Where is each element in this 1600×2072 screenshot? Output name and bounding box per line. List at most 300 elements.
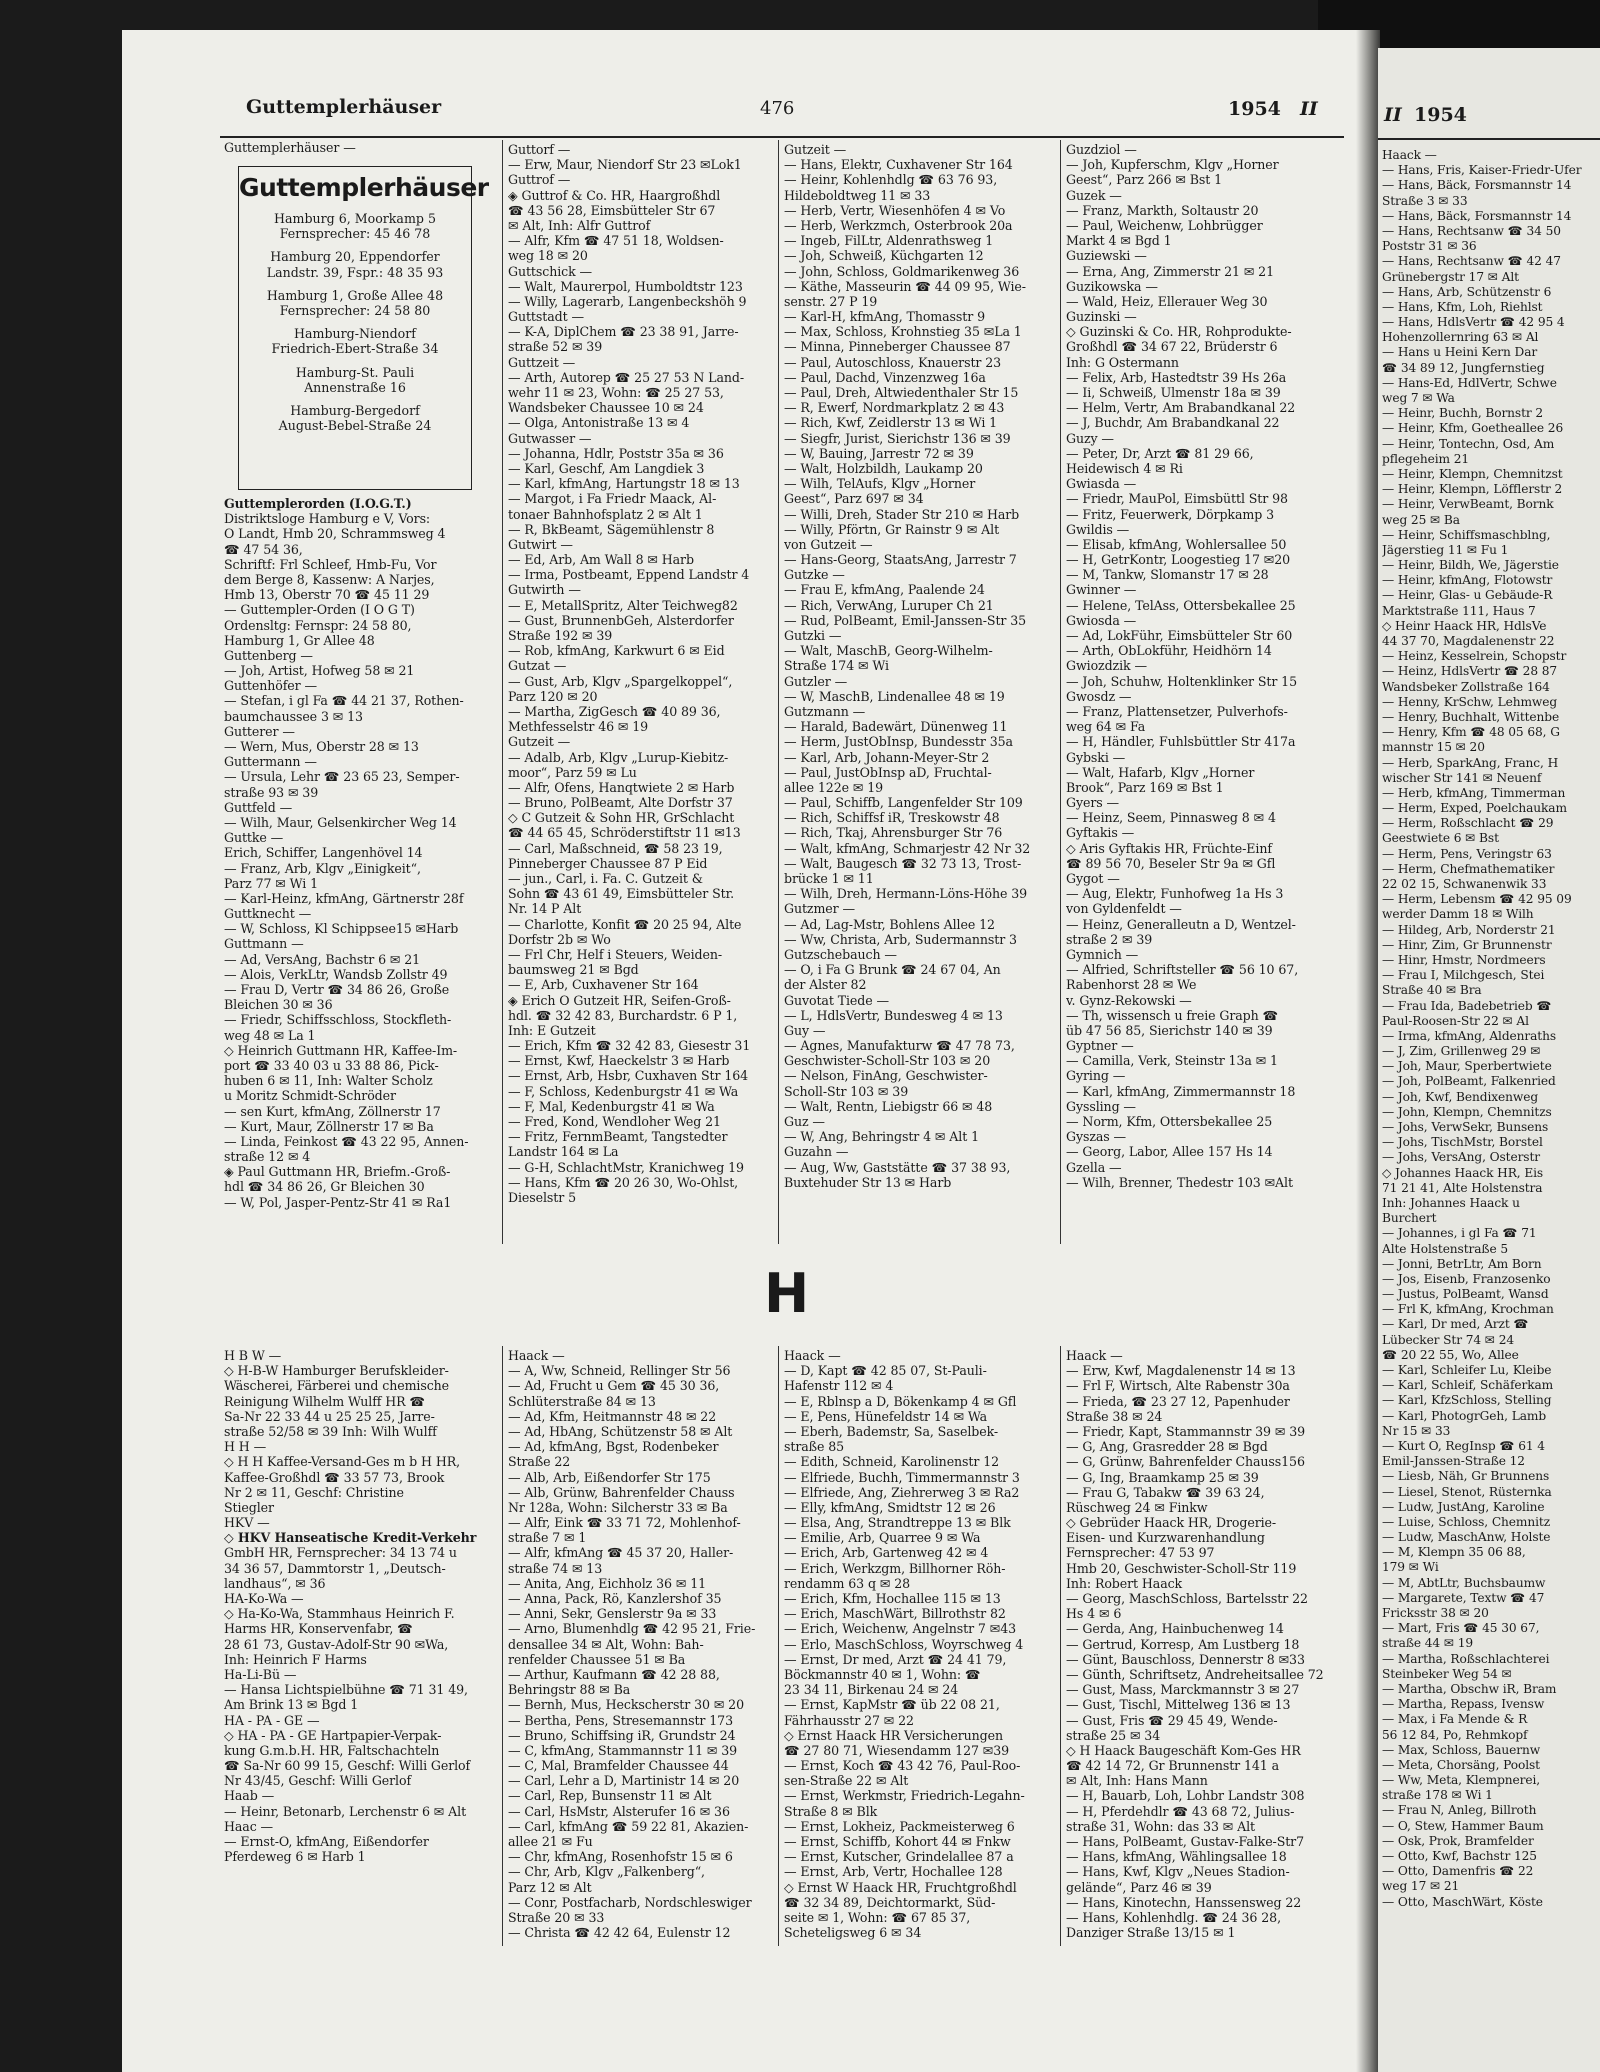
directory-entry-line: H B W — (224, 1348, 282, 1363)
directory-entry-line: ☎ 34 89 12, Jungfernstieg (1382, 360, 1545, 375)
directory-entry-line: — Hans, Rechtsanw ☎ 34 50 (1382, 223, 1561, 238)
directory-entry-line: — Frieda, ☎ 23 27 12, Papenhuder (1066, 1393, 1290, 1409)
directory-entry-line: — Jonni, BetrLtr, Am Born (1382, 1256, 1542, 1271)
directory-entry-line: — Georg, MaschSchloss, Bartelsstr 22 (1066, 1591, 1308, 1606)
directory-entry-line: — Johannes, i gl Fa ☎ 71 (1382, 1226, 1537, 1241)
ad-address-block (239, 288, 471, 318)
directory-entry-line: straße 178 ✉ Wi 1 (1382, 1788, 1493, 1803)
directory-entry-line: — Gust, Fris ☎ 29 45 49, Wende- (1066, 1712, 1278, 1728)
ad-address-line: Hamburg-Niendorf (294, 326, 416, 342)
ad-address-line: Hamburg-St. Pauli (295, 364, 415, 380)
directory-entry-line: — Frau D, Vertr ☎ 34 86 26, Große (224, 982, 450, 997)
directory-entry-line: Marktstraße 111, Haus 7 (1382, 603, 1536, 618)
directory-entry-line: — Henny, KrSchw, Lehmweg (1382, 694, 1558, 709)
directory-entry-line: Hildeboldtweg 11 ✉ 33 (784, 187, 931, 203)
directory-entry-line: — Ad, HbAng, Schützenstr 58 ✉ Alt (508, 1423, 733, 1439)
directory-entry-line: — Chr, Arb, Klgv „Falkenberg“, (508, 1864, 705, 1880)
directory-entry-line: Methfesselstr 46 ✉ 19 (508, 719, 649, 735)
directory-entry-line: Straße 192 ✉ 39 (508, 628, 613, 643)
directory-entry-line: — Friedr, Schiffsschloss, Stockfleth- (224, 1012, 452, 1028)
directory-entry-line: ◇ Heinrich Guttmann HR, Kaffee-Im- (224, 1042, 458, 1058)
directory-entry-line: — Helene, TelAss, Ottersbekallee 25 (1066, 597, 1296, 613)
ad-address-line: Fernsprecher: 45 46 78 (279, 226, 431, 242)
directory-entry-line: — Rich, VerwAng, Luruper Ch 21 (784, 597, 994, 613)
directory-entry-line: Schriftf: Frl Schleef, Hmb-Fu, Vor (224, 556, 437, 572)
directory-entry-line: — Gust, Mass, Marckmannstr 3 ✉ 27 (1066, 1682, 1300, 1698)
directory-entry-line: — Wern, Mus, Oberstr 28 ✉ 13 (224, 739, 419, 754)
directory-entry-line: — Martha, Roßschlachterei (1382, 1651, 1550, 1666)
directory-entry-line: — Hans u Heini Kern Dar (1382, 345, 1538, 360)
directory-entry-line: — Herb, kfmAng, Timmerman (1382, 785, 1566, 800)
directory-entry-line: moor“, Parz 59 ✉ Lu (508, 764, 637, 780)
directory-entry-line: — Karl, kfmAng, Hartungstr 18 ✉ 13 (508, 476, 740, 492)
directory-entry-line: Guttermann — (224, 754, 317, 770)
directory-entry-line: u Moritz Schmidt-Schröder (224, 1088, 396, 1104)
directory-entry-line: Dieselstr 5 (508, 1189, 576, 1205)
directory-entry-line: — Ernst-O, kfmAng, Eißendorfer (224, 1834, 429, 1849)
ad-address-block (239, 365, 471, 395)
directory-entry-line: ☎ Sa-Nr 60 99 15, Geschf: Willi Gerlof (224, 1758, 471, 1774)
directory-entry-line: — Guttempler-Orden (I O G T) (224, 602, 415, 618)
directory-entry-line: straße 85 (784, 1439, 845, 1455)
directory-entry-line: Gutzler — (784, 673, 848, 689)
directory-entry-line: — Ursula, Lehr ☎ 23 65 23, Semper- (224, 769, 460, 785)
directory-entry-line: Gyftakis — (1066, 825, 1135, 841)
directory-entry-line: — Karl, Geschf, Am Langdiek 3 (508, 460, 705, 476)
directory-entry-line: straße 93 ✉ 39 (224, 784, 319, 800)
directory-entry-line: — Wilh, Dreh, Hermann-Löns-Höhe 39 (784, 886, 1028, 902)
directory-entry-line: straße 52/58 ✉ 39 Inh: Wilh Wulff (224, 1423, 437, 1439)
directory-entry-line: — G, Ang, Grasredder 28 ✉ Bgd (1066, 1439, 1268, 1455)
directory-entry-line: — Henry, Kfm ☎ 48 05 68, G (1382, 725, 1560, 740)
directory-entry-line: — Felix, Arb, Hastedtstr 39 Hs 26a (1066, 369, 1287, 385)
directory-entry-line: Guttfeld — (224, 799, 293, 815)
directory-entry-line: — Anita, Ang, Eichholz 36 ✉ 11 (508, 1575, 707, 1591)
ad-address-line: Fernsprecher: 24 58 80 (279, 303, 431, 319)
directory-entry-line: Haack — (784, 1348, 841, 1363)
directory-entry-line: Landstr 164 ✉ La (508, 1144, 619, 1160)
directory-entry-line: Straße 174 ✉ Wi (784, 658, 889, 674)
directory-entry-line: — Hans, Kwf, Klgv „Neues Stadion- (1066, 1864, 1290, 1880)
header-rule (220, 136, 1344, 138)
directory-entry-line: — Herm, Exped, Poelchaukam (1382, 801, 1567, 816)
directory-entry-line: — Georg, Labor, Allee 157 Hs 14 (1066, 1144, 1273, 1160)
directory-entry-line: — Günth, Schriftsetz, Andreheitsallee 72 (1066, 1666, 1324, 1682)
directory-entry-line: — Ed, Arb, Am Wall 8 ✉ Harb (508, 552, 694, 568)
directory-entry-line: Poststr 31 ✉ 36 (1382, 239, 1477, 254)
directory-entry-line: Guzy — (1066, 430, 1114, 446)
directory-entry-line: — Joh, Schuhw, Holtenklinker Str 15 (1066, 673, 1298, 689)
directory-entry-line: Haac — (224, 1818, 274, 1834)
directory-entry-line: Nr. 14 P Alt (508, 901, 582, 917)
directory-entry-line: ◇ H Haack Baugeschäft Kom-Ges HR (1066, 1742, 1301, 1758)
directory-entry-line: Straße 8 ✉ Blk (784, 1803, 878, 1819)
directory-entry-line: — Franz, Plattensetzer, Pulverhofs- (1066, 703, 1288, 719)
directory-entry-line: sen-Straße 22 ✉ Alt (784, 1773, 909, 1789)
directory-entry-line: Gwosdz — (1066, 688, 1132, 704)
directory-entry-line: Markt 4 ✉ Bgd 1 (1066, 233, 1172, 249)
directory-entry-line: Gutzat — (508, 658, 567, 674)
directory-entry-line: — Paul, Dreh, Altwiedenthaler Str 15 (784, 385, 1019, 400)
directory-entry-line: Hmb 20, Geschwister-Scholl-Str 119 (1066, 1560, 1297, 1576)
directory-entry-line: — E, Pens, Hünefeldstr 14 ✉ Wa (784, 1408, 988, 1424)
directory-entry-line: — L, HdlsVertr, Bundesweg 4 ✉ 13 (784, 1007, 1003, 1023)
directory-entry-line: Gutzeit — (784, 142, 847, 157)
directory-entry-line: — Heinz, HdlsVertr ☎ 28 87 (1382, 664, 1558, 679)
directory-entry-line: — Alb, Arb, Eißendorfer Str 175 (508, 1469, 711, 1485)
directory-entry-line: Fricksstr 38 ✉ 20 (1382, 1606, 1489, 1620)
directory-entry-line: — Hansa Lichtspielbühne ☎ 71 31 49, (224, 1682, 468, 1698)
directory-entry-line: — F, Mal, Kedenburgstr 41 ✉ Wa (508, 1098, 715, 1114)
directory-entry-line: — Max, Schloss, Bauernw (1382, 1742, 1541, 1757)
directory-entry-line: Guttschick — (508, 263, 593, 279)
directory-entry-line: Gyssling — (1066, 1098, 1136, 1114)
directory-entry-line: — O, i Fa G Brunk ☎ 24 67 04, An (784, 962, 1001, 978)
directory-entry-line: Guttemplerorden (I.O.G.T.) (224, 496, 412, 511)
directory-entry-line: Emil-Janssen-Straße 12 (1382, 1454, 1525, 1469)
directory-entry-line: tonaer Bahnhofsplatz 2 ✉ Alt 1 (508, 506, 703, 522)
directory-entry-line: Scheteligsweg 6 ✉ 34 (784, 1925, 922, 1941)
directory-entry-line: Inh: E Gutzeit (508, 1022, 596, 1038)
directory-entry-line: — Erich, MaschWärt, Billrothstr 82 (784, 1606, 1006, 1622)
ad-address-line: Hamburg 1, Große Allee 48 (266, 287, 444, 303)
directory-entry-line: — John, Schloss, Goldmarikenweg 36 (784, 263, 1020, 279)
directory-entry-line: — Erich, Werkzgm, Billhorner Röh- (784, 1560, 1006, 1576)
directory-entry-line: ◇ Johannes Haack HR, Eis (1382, 1165, 1544, 1180)
directory-entry-line: — Irma, kfmAng, Aldenraths (1382, 1028, 1556, 1043)
directory-entry-line: — Walt, Hafarb, Klgv „Horner (1066, 764, 1255, 780)
directory-entry-line: — Arthur, Kaufmann ☎ 42 28 88, (508, 1666, 720, 1682)
directory-entry-line: Fernsprecher: 47 53 97 (1066, 1545, 1215, 1561)
directory-entry-line: Buxtehuder Str 13 ✉ Harb (784, 1174, 952, 1190)
directory-entry-line: — E, Rblnsp a D, Bökenkamp 4 ✉ Gfl (784, 1393, 1017, 1409)
directory-entry-line: — Joh, Maur, Sperbertwiete (1382, 1059, 1552, 1074)
directory-entry-line: — G-H, SchlachtMstr, Kranichweg 19 (508, 1159, 744, 1175)
directory-entry-line: — Erw, Kwf, Magdalenenstr 14 ✉ 13 (1066, 1363, 1296, 1379)
directory-entry-line: — D, Kapt ☎ 42 85 07, St-Pauli- (784, 1363, 987, 1379)
directory-entry-line: — Willi, Dreh, Stader Str 210 ✉ Harb (784, 506, 1020, 522)
directory-entry-line: allee 21 ✉ Fu (508, 1834, 593, 1849)
ad-address-line: Annenstraße 16 (304, 379, 406, 395)
directory-entry-line: — Ernst, Dr med, Arzt ☎ 24 41 79, (784, 1651, 1007, 1667)
directory-entry-line: ☎ 27 80 71, Wiesendamm 127 ✉39 (784, 1742, 1010, 1758)
directory-entry-line: — Rich, Schiffsf iR, Treskowstr 48 (784, 810, 1000, 826)
directory-entry-line: weg 17 ✉ 21 (1382, 1879, 1460, 1894)
directory-entry-line: Guttzeit — (508, 354, 576, 370)
directory-entry-line: — Rich, Kwf, Zeidlerstr 13 ✉ Wi 1 (784, 415, 998, 431)
directory-entry-line: — J, Zim, Grillenweg 29 ✉ (1382, 1044, 1541, 1059)
running-title: Guttemplerhäuser (246, 96, 442, 118)
directory-entry-line: Bleichen 30 ✉ 36 (224, 997, 333, 1013)
directory-entry-line: — Karl, Schleif, Schäferkam (1382, 1378, 1554, 1393)
directory-entry-line: landhaus“, ✉ 36 (224, 1575, 326, 1591)
advertisement-box (238, 166, 489, 490)
ad-address-block (239, 403, 471, 433)
directory-entry-line: Haack — (1382, 148, 1437, 162)
directory-entry-line: — Ad, VersAng, Bachstr 6 ✉ 21 (224, 951, 421, 967)
directory-entry-line: seite ✉ 1, Wohn: ☎ 67 85 37, (784, 1909, 971, 1925)
directory-entry-line: — John, Klempn, Chemnitzs (1382, 1104, 1552, 1119)
directory-entry-line: Reinigung Wilhelm Wulff HR ☎ (224, 1393, 426, 1409)
directory-entry-line: Guzinski — (1066, 309, 1137, 325)
directory-entry-line: — Frl F, Wirtsch, Alte Rabenstr 30a (1066, 1378, 1290, 1394)
directory-entry-line: — Fritz, FernmBeamt, Tangstedter (508, 1129, 728, 1145)
directory-entry-line: — Heinz, Seem, Pinnasweg 8 ✉ 4 (1066, 810, 1276, 826)
directory-entry-line: — Carl, HsMstr, Alsterufer 16 ✉ 36 (508, 1803, 730, 1819)
directory-entry-line: Grünebergstr 17 ✉ Alt (1382, 269, 1519, 284)
directory-entry-line: — Friedr, MauPol, Eimsbüttl Str 98 (1066, 491, 1288, 507)
directory-entry-line: Gutzschebauch — (784, 946, 897, 962)
directory-entry-line: straße 52 ✉ 39 (508, 339, 603, 355)
directory-entry-line: Gwiosda — (1066, 612, 1137, 628)
directory-entry-line: straße 31, Wohn: das 33 ✉ Alt (1066, 1818, 1255, 1834)
directory-entry-line: — Liesb, Näh, Gr Brunnens (1382, 1469, 1550, 1484)
directory-entry-line: — Rich, Tkaj, Ahrensburger Str 76 (784, 825, 1003, 841)
directory-entry-line: — Max, i Fa Mende & R (1382, 1712, 1528, 1727)
directory-entry-line: weg 64 ✉ Fa (1066, 719, 1146, 735)
directory-entry-line: — Osk, Prok, Bramfelder (1382, 1833, 1534, 1848)
directory-entry-line: Guziewski — (1066, 248, 1147, 264)
directory-entry-line: — Heinr, Kohlenhdlg ☎ 63 76 93, (784, 172, 998, 188)
directory-entry-line: — Walt, MaschB, Georg-Wilhelm- (784, 643, 993, 659)
directory-entry-line: Nr 2 ✉ 11, Geschf: Christine (224, 1484, 404, 1500)
directory-entry-line: — Arth, ObLokführ, Heidhörn 14 (1066, 643, 1272, 659)
directory-entry-line: Guttke — (224, 830, 284, 846)
directory-entry-line: Guzahn — (784, 1144, 849, 1160)
directory-entry-line: straße 44 ✉ 19 (1382, 1636, 1474, 1651)
directory-entry-line: — Heinr, Glas- u Gebäude-R (1382, 588, 1553, 603)
directory-entry-line: Guzek — (1066, 187, 1122, 203)
directory-entry-line: Stiegler (224, 1499, 274, 1515)
directory-entry-line: Gybski — (1066, 749, 1126, 765)
directory-entry-line: — Hans, Fris, Kaiser-Friedr-Ufer (1382, 163, 1582, 178)
directory-entry-line: ☎ 32 34 89, Deichtormarkt, Süd- (784, 1894, 996, 1910)
directory-entry-line: ☎ 20 22 55, Wo, Allee (1382, 1347, 1519, 1362)
directory-entry-line: — Karl, PhotogrGeh, Lamb (1382, 1408, 1547, 1423)
directory-entry-line: — Martha, Repass, Ivensw (1382, 1697, 1545, 1712)
directory-entry-line: — Erich, Kfm ☎ 32 42 83, Giesestr 31 (508, 1038, 751, 1054)
column-rule (778, 140, 779, 1244)
directory-entry-line: — Hans, Rechtsanw ☎ 42 47 (1382, 254, 1561, 269)
directory-entry-line: — Ad, Kfm, Heitmannstr 48 ✉ 22 (508, 1408, 717, 1424)
directory-entry-line: — Gust, Tischl, Mittelweg 136 ✉ 13 (1066, 1697, 1291, 1713)
directory-column (508, 1348, 776, 1940)
directory-entry-line: Geestwiete 6 ✉ Bst (1382, 831, 1499, 846)
directory-entry-line: ◈ Paul Guttmann HR, Briefm.-Groß- (224, 1164, 451, 1180)
directory-entry-line: Parz 77 ✉ Wi 1 (224, 875, 319, 891)
directory-entry-line: — Erich, Arb, Gartenweg 42 ✉ 4 (784, 1545, 989, 1561)
directory-entry-line: straße 2 ✉ 39 (1066, 931, 1153, 947)
directory-entry-line: Gyring — (1066, 1068, 1126, 1084)
directory-column (1066, 142, 1342, 1190)
directory-entry-line: — Karl-Heinz, kfmAng, Gärtnerstr 28f (224, 890, 464, 906)
directory-entry-line: von Gutzeit — (784, 536, 873, 552)
directory-entry-line: densallee 34 ✉ Alt, Wohn: Bah- (508, 1636, 704, 1652)
directory-entry-line: — Hans-Ed, HdlVertr, Schwe (1382, 375, 1557, 390)
ad-address-block (239, 211, 471, 241)
directory-entry-line: Ordensltg: Fernspr: 24 58 80, (224, 617, 412, 633)
directory-entry-line: Guz — (784, 1114, 825, 1129)
directory-entry-line: — H, Händler, Fuhlsbüttler Str 417a (1066, 734, 1296, 750)
directory-entry-line: — Ernst, Arb, Vertr, Hochallee 128 (784, 1864, 1003, 1880)
directory-entry-line: — Ingeb, FilLtr, Aldenrathsweg 1 (784, 233, 994, 249)
directory-entry-line: — Karl, Dr med, Arzt ☎ (1382, 1317, 1529, 1332)
directory-entry-line: — C, Mal, Bramfelder Chaussee 44 (508, 1758, 729, 1774)
directory-entry-line: — Heinr, VerwBeamt, Bornk (1382, 497, 1554, 512)
directory-entry-line: — Karl, kfmAng, Zimmermannstr 18 (1066, 1083, 1296, 1099)
column-rule (1060, 1346, 1061, 1946)
directory-entry-line: Gyers — (1066, 795, 1120, 811)
directory-entry-line: Gwiasda — (1066, 476, 1137, 492)
directory-entry-line: — Alfr, Eink ☎ 33 71 72, Mohlenhof- (508, 1515, 741, 1531)
directory-entry-line: Brook“, Parz 169 ✉ Bst 1 (1066, 779, 1224, 795)
directory-entry-line: — Paul, JustObInsp aD, Fruchtal- (784, 764, 992, 780)
directory-entry-line: — Wald, Heiz, Ellerauer Weg 30 (1066, 293, 1268, 309)
directory-entry-line: — Hans, Kfm, Loh, Riehlst (1382, 299, 1543, 314)
directory-entry-line: — Frau E, kfmAng, Paalende 24 (784, 582, 985, 598)
directory-entry-line: — Hans, Kinotechn, Hanssensweg 22 (1066, 1894, 1302, 1910)
directory-entry-line: — sen Kurt, kfmAng, Zöllnerstr 17 (224, 1103, 441, 1119)
directory-entry-line: weg 18 ✉ 20 (508, 248, 588, 264)
directory-entry-line: — Mart, Fris ☎ 45 30 67, (1382, 1621, 1540, 1636)
directory-entry-line: Gwinner — (1066, 582, 1137, 598)
directory-entry-line: — W, Pol, Jasper-Pentz-Str 41 ✉ Ra1 (224, 1194, 452, 1210)
directory-entry-line: — Eberh, Bademstr, Sa, Saselbek- (784, 1423, 999, 1439)
directory-entry-line: Guttenberg — (224, 647, 313, 663)
directory-entry-line: — Fritz, Feuerwerk, Dörpkamp 3 (1066, 506, 1274, 522)
directory-entry-line: Hohenzollernring 63 ✉ Al (1382, 330, 1539, 345)
directory-entry-line: — Heinr, Betonarb, Lerchenstr 6 ✉ Alt (224, 1803, 467, 1819)
directory-entry-line: Straße 22 (508, 1454, 571, 1470)
directory-entry-line: — Otto, Damenfris ☎ 22 (1382, 1864, 1534, 1879)
directory-entry-line: — Karl, Schleifer Lu, Kleibe (1382, 1363, 1552, 1377)
directory-entry-line: Harms HR, Konservenfabr, ☎ (224, 1621, 413, 1637)
volume-numeral: II (1300, 98, 1318, 120)
directory-entry-line: Gutzeit — (508, 734, 571, 750)
directory-entry-line: ◇ HKV Hanseatische Kredit-Verkehr (224, 1530, 477, 1546)
directory-entry-line: Hs 4 ✉ 6 (1066, 1606, 1122, 1622)
directory-entry-line: — W, MaschB, Lindenallee 48 ✉ 19 (784, 688, 1005, 704)
directory-entry-line: Gyptner — (1066, 1038, 1134, 1054)
directory-entry-line: — Hans, Bäck, Forsmannstr 14 (1382, 178, 1572, 193)
directory-entry-line: — H, GetrKontr, Loogestieg 17 ✉20 (1066, 552, 1291, 568)
directory-entry-line: — Herm, Lebensm ☎ 42 95 09 (1382, 892, 1572, 907)
left-page (122, 30, 1368, 2072)
ad-address-line: Hamburg 6, Moorkamp 5 (274, 211, 436, 226)
directory-entry-line: — Joh, Schweiß, Küchgarten 12 (784, 248, 984, 264)
directory-entry-line: — Heinr, Bildh, We, Jägerstie (1382, 558, 1559, 573)
directory-entry-line: — Heinr, Tontechn, Osd, Am (1382, 436, 1555, 451)
directory-column (1382, 148, 1600, 1910)
directory-entry-line: — Otto, MaschWärt, Köste (1382, 1894, 1543, 1909)
directory-entry-line: 23 34 11, Birkenau 24 ✉ 24 (784, 1682, 959, 1698)
directory-entry-line: — M, Tankw, Slomanstr 17 ✉ 28 (1066, 567, 1269, 583)
directory-entry-line: — Liesel, Stenot, Rüsternka (1382, 1484, 1552, 1499)
directory-entry-line: — Joh, Kupferschm, Klgv „Horner (1066, 157, 1279, 173)
directory-entry-line: — Bruno, PolBeamt, Alte Dorfstr 37 (508, 795, 733, 811)
directory-entry-line: weg 25 ✉ Ba (1382, 512, 1460, 527)
directory-entry-line: H H — (224, 1439, 267, 1455)
column-rule (502, 140, 503, 1244)
directory-entry-line: — Heinr, Buchh, Bornstr 2 (1382, 406, 1544, 421)
directory-entry-line: — Aug, Elektr, Funhofweg 1a Hs 3 (1066, 886, 1284, 902)
directory-entry-line: Guvotat Tiede — (784, 992, 889, 1008)
directory-entry-line: straße 12 ✉ 4 (224, 1149, 311, 1165)
directory-entry-line: Straße 3 ✉ 33 (1382, 193, 1468, 208)
directory-entry-line: — Stefan, i gl Fa ☎ 44 21 37, Rothen- (224, 693, 464, 709)
directory-entry-line: Guzdziol — (1066, 142, 1137, 157)
directory-column (224, 496, 500, 1210)
directory-entry-line: — Hildeg, Arb, Norderstr 21 (1382, 922, 1556, 937)
directory-entry-line: — Martha, ZigGesch ☎ 40 89 36, (508, 703, 721, 719)
directory-entry-line: — Minna, Pinneberger Chaussee 87 (784, 339, 1011, 355)
directory-entry-line: — Frl K, kfmAng, Krochman (1382, 1302, 1554, 1317)
directory-entry-line: — Günt, Bauschloss, Dennerstr 8 ✉33 (1066, 1651, 1305, 1667)
directory-entry-line: — Frl Chr, Helf i Steuers, Weiden- (508, 946, 723, 962)
directory-entry-line: — Th, wissensch u freie Graph ☎ (1066, 1007, 1279, 1023)
directory-entry-line: Fährhausstr 27 ✉ 22 (784, 1712, 914, 1728)
directory-entry-line: — Elly, kfmAng, Smidtstr 12 ✉ 26 (784, 1499, 996, 1515)
directory-entry-line: Burchert (1382, 1211, 1437, 1226)
directory-entry-line: Haack — (508, 1348, 565, 1363)
directory-entry-line: — Heinr, Schiffsmaschblng, (1382, 527, 1551, 542)
column-rule (502, 1346, 503, 1946)
directory-entry-line: Gutzmer — (784, 901, 855, 917)
directory-entry-line: — Arth, Autorep ☎ 25 27 53 N Land- (508, 369, 744, 385)
directory-entry-line: ☎ 42 14 72, Gr Brunnenstr 141 a (1066, 1758, 1280, 1774)
directory-entry-line: — Gertrud, Korresp, Am Lustberg 18 (1066, 1636, 1300, 1652)
directory-entry-line: allee 122e ✉ 19 (784, 779, 884, 795)
directory-entry-line: HKV — (224, 1515, 270, 1531)
directory-entry-line: — F, Schloss, Kedenburgstr 41 ✉ Wa (508, 1083, 739, 1099)
directory-entry-line: — Hans, Bäck, Forsmannstr 14 (1382, 208, 1572, 223)
directory-entry-line: — Ww, Meta, Klempnerei, (1382, 1773, 1541, 1788)
directory-entry-line: renfelder Chaussee 51 ✉ Ba (508, 1651, 686, 1667)
section-letter: H (764, 1262, 810, 1325)
directory-entry-line: ◈ Erich O Gutzeit HR, Seifen-Groß- (508, 992, 731, 1008)
directory-entry-line: — Käthe, Masseurin ☎ 44 09 95, Wie- (784, 278, 1026, 294)
directory-entry-line: — Frau N, Anleg, Billroth (1382, 1803, 1537, 1818)
directory-entry-line: Nr 43/45, Geschf: Willi Gerlof (224, 1773, 412, 1789)
directory-entry-line: — Irma, Postbeamt, Eppend Landstr 4 (508, 567, 750, 583)
directory-entry-line: — Ludw, MaschAnw, Holste (1382, 1530, 1551, 1545)
directory-entry-line: straße 7 ✉ 1 (508, 1530, 587, 1546)
directory-entry-line: Straße 20 ✉ 33 (508, 1909, 605, 1925)
directory-entry-line: ◇ Gebrüder Haack HR, Drogerie- (1066, 1515, 1277, 1531)
directory-entry-line: — Herm, Roßschlacht ☎ 29 (1382, 816, 1554, 831)
directory-entry-line: v. Gynz-Rekowski — (1066, 992, 1192, 1008)
directory-entry-line: weg 7 ✉ Wa (1382, 391, 1455, 405)
directory-entry-line: Steinbeker Weg 54 ✉ (1382, 1666, 1512, 1681)
directory-entry-line: — Hans, HdlsVertr ☎ 42 95 4 (1382, 315, 1565, 330)
ad-title: Guttemplerhäuser (239, 173, 489, 202)
directory-entry-line: ◇ HA - PA - GE Hartpapier-Verpak- (224, 1727, 442, 1743)
directory-entry-line: — Ernst, Arb, Hsbr, Cuxhaven Str 164 (508, 1068, 749, 1084)
directory-entry-line: — Walt, Holzbildh, Laukamp 20 (784, 460, 983, 476)
directory-entry-line: — Erw, Maur, Niendorf Str 23 ✉Lok1 (508, 157, 742, 173)
header-rule (1378, 138, 1600, 140)
directory-entry-line: — G, Ing, Braamkamp 25 ✉ 39 (1066, 1469, 1259, 1485)
directory-entry-line: Haab — (224, 1788, 275, 1804)
directory-entry-line: HA-Ko-Wa — (224, 1591, 304, 1606)
ad-address-line: August-Bebel-Straße 24 (278, 418, 432, 434)
directory-entry-line: — Erlo, MaschSchloss, Woyrschweg 4 (784, 1636, 1024, 1652)
directory-entry-line: Gutwirth — (508, 582, 581, 598)
directory-entry-line: — Margot, i Fa Friedr Maack, Al- (508, 491, 717, 507)
directory-entry-line: — Ad, Frucht u Gem ☎ 45 30 36, (508, 1378, 720, 1394)
directory-entry-line: — E, MetallSpritz, Alter Teichweg82 (508, 597, 738, 613)
directory-entry-line: — Heinr, Klempn, Chemnitzst (1382, 466, 1563, 481)
